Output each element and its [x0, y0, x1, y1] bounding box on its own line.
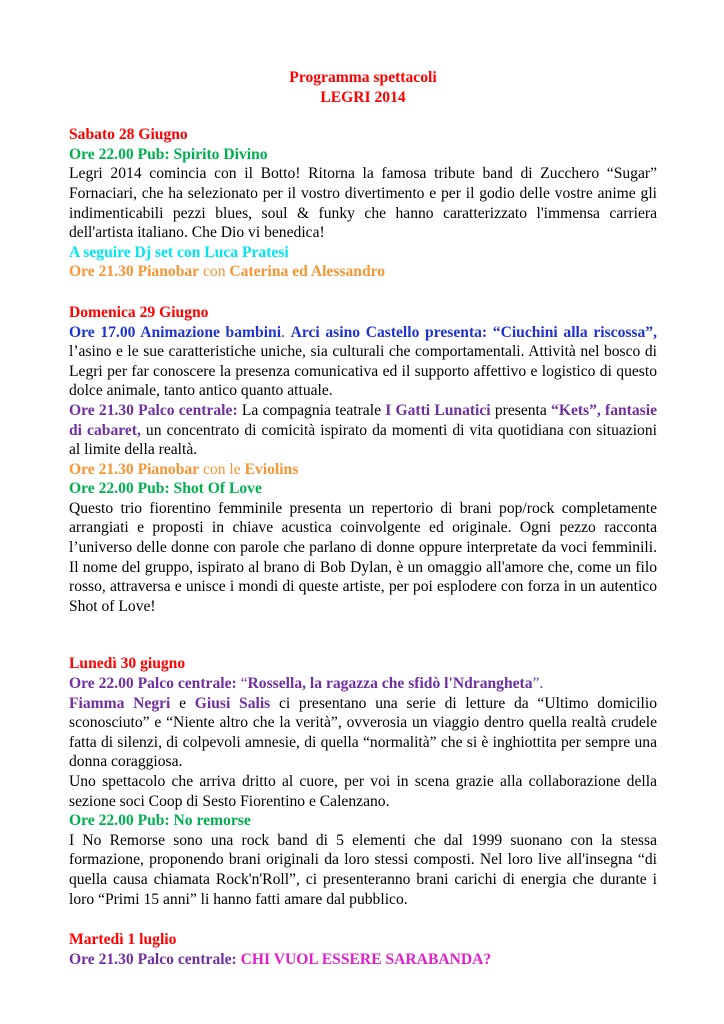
- day-tuesday-1-july: [69, 930, 657, 969]
- event-time: Ore 21.30 Palco centrale:: [69, 950, 237, 968]
- performer-name: Giusi Salis: [194, 694, 271, 712]
- day-heading: Lunedì 30 giugno: [69, 655, 186, 673]
- quote-close: ”.: [532, 675, 544, 693]
- text: e: [170, 694, 195, 712]
- day-heading: Domenica 29 Giugno: [69, 303, 209, 321]
- event-palco: [69, 950, 657, 970]
- title-line-2: LEGRI 2014: [320, 88, 406, 106]
- title-line-1: Programma spettacoli: [289, 69, 437, 86]
- event-description: ci presentano una serie di letture da “Ultimo domicilio sconosciuto” e “Niente altro che la verità”, ovverosia un viaggio dentro quella realtà crudele fatta di silenzi, di colpevoli amnesie, di quella “normalità” che si è inghiottita per sempre una donna coraggiosa.: [69, 694, 658, 771]
- event-line-pianobar: [69, 262, 657, 282]
- artist-name: Eviolins: [244, 460, 299, 478]
- event-description: Legri 2014 comincia con il Botto! Ritorna la famosa tribute band di Zucchero “Sugar” Fornaciari, che ha selezionato per il vostro divertimento e per il godio delle vostre anime gli indimenticabili pezzi blues, soul & funky che hanno caratterizzato l'immensa carriera dell'artista italiano. Che Dio vi benedica!: [69, 165, 657, 242]
- show-title: CHI VUOL ESSERE SARABANDA?: [236, 950, 492, 968]
- event-kids: [69, 323, 657, 401]
- event-readers: [69, 694, 657, 772]
- event-description-extra: Uno spettacolo che arriva dritto al cuore, per voi in scena grazie alla collaborazione della sezione soci Coop di Sesto Fiorentino e Calenzano.: [69, 773, 657, 810]
- event-title-pub: Ore 22.00 Pub: Spirito Divino: [69, 145, 268, 163]
- event-time: Ore 17.00 Animazione bambini: [69, 323, 282, 341]
- event-description: l’asino e le sue caratteristiche uniche, sia culturali che comportamentali. Attività nel bosco di Legri per far conoscere la presenza comunicativa ed il supporto affettivo e logistico di questo dolce animale, tanto antico quanto attuale.: [69, 343, 657, 400]
- event-time: Ore 21.30 Pianobar: [69, 263, 200, 281]
- show-title: “Kets”, fantasie di cabaret,: [69, 401, 657, 439]
- event-time: Ore 21.30 Pianobar: [69, 460, 200, 478]
- day-monday-30-june: [69, 654, 657, 909]
- connector-text: con: [199, 263, 230, 281]
- event-description: I No Remorse sono una rock band di 5 elementi che dal 1999 suonano con la stessa formazione, proponendo brani originali da loro stessi composti. Nel loro live all'insegna “di quella causa chiamata Rock'n'Roll”, ci presenteranno brani carichi di energia che durante i loro “Primi 15 anni” li hanno fatti amare dal pubblico.: [69, 831, 657, 908]
- event-title-pub: Ore 22.00 Pub: No remorse: [69, 812, 251, 830]
- document-title: [69, 68, 657, 107]
- event-title-dj: A seguire Dj set con Luca Pratesi: [69, 243, 289, 261]
- event-line-pianobar: [69, 460, 657, 480]
- day-saturday-28-june: [69, 125, 657, 282]
- event-title: Arci asino Castello presenta: “Ciuchini alla riscossa”,: [290, 323, 657, 341]
- quote-open: “: [236, 675, 248, 693]
- event-description: un concentrato di comicità ispirato da momenti di vita quotidiana con situazioni al limite della realtà.: [69, 421, 657, 459]
- text: presenta: [490, 401, 552, 419]
- performer-name: Fiamma Negri: [69, 694, 171, 712]
- event-time: Ore 22.00 Palco centrale:: [69, 675, 237, 693]
- event-time: Ore 21.30 Palco centrale:: [69, 401, 238, 419]
- connector-text: con le: [199, 460, 245, 478]
- event-palco: [69, 401, 657, 460]
- event-title-pub: Ore 22.00 Pub: Shot Of Love: [69, 480, 262, 498]
- company-name: I Gatti Lunatici: [385, 401, 491, 419]
- day-heading: Sabato 28 Giugno: [69, 126, 188, 144]
- day-heading: Martedì 1 luglio: [69, 931, 177, 949]
- separator: .: [281, 323, 291, 341]
- show-title: Rossella, la ragazza che sfidò l'Ndrangheta: [247, 675, 533, 693]
- text: La compagnia teatrale: [237, 401, 386, 419]
- day-sunday-29-june: [69, 303, 657, 617]
- artist-name: Caterina ed Alessandro: [229, 263, 386, 281]
- event-palco: [69, 674, 657, 694]
- event-description: Questo trio fiorentino femminile presenta un repertorio di brani pop/rock completamente arrangiati e proposti in chiave acustica coinvolgente ed originale. Ogni pezzo racconta l’universo delle donne con parole che parlano di donne oppure interpretate da voci femminili. Il nome del gruppo, ispirato al brano di Bob Dylan, è un omaggio all'amore che, come un filo rosso, attraversa e unisce i mondi di queste artiste, per poi esplodere con forza in un autentico Shot of Love!: [69, 499, 657, 615]
